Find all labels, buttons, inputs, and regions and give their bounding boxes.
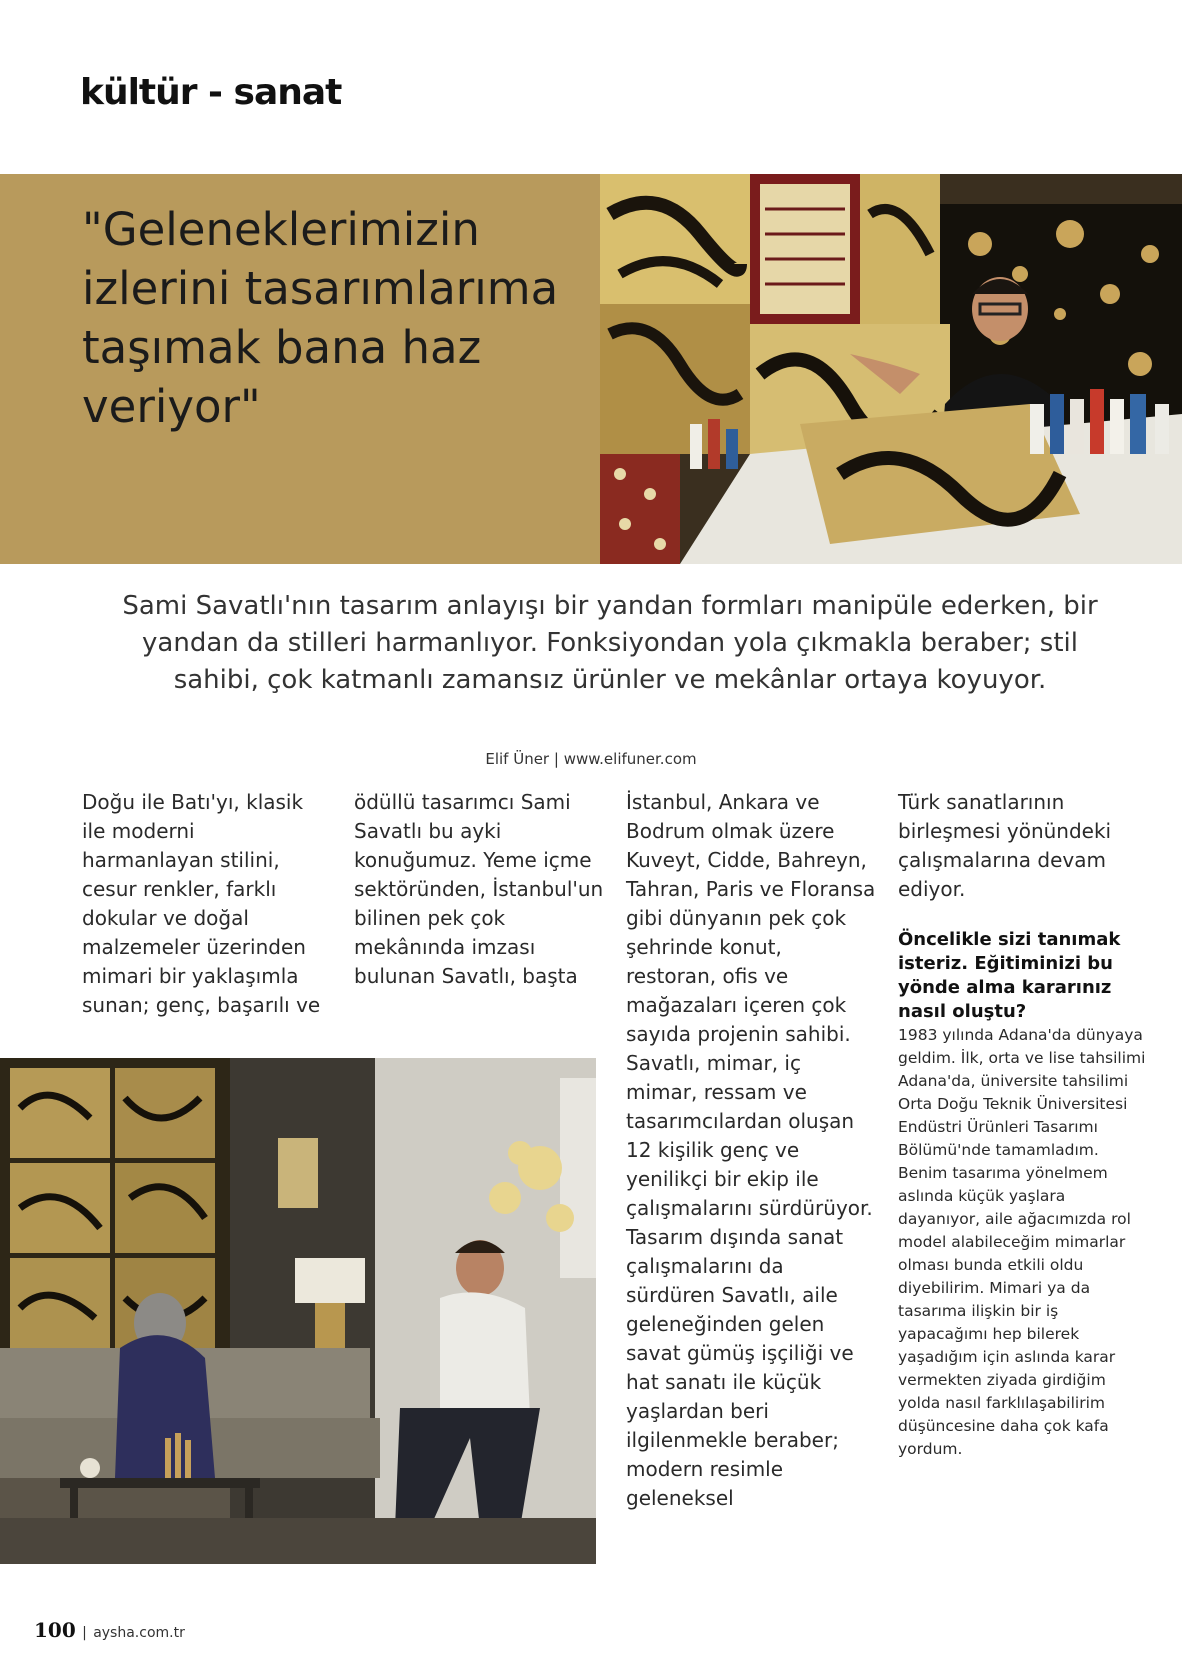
pull-quote: "Geleneklerimizin izlerini tasarımlarıma taşımak bana haz veriyor" — [82, 203, 559, 433]
studio-photo — [600, 174, 1182, 564]
section-label: kültür - sanat — [80, 72, 342, 113]
interview-question: Öncelikle sizi tanımak isteriz. Eğitiminizi bu yönde alma kararınız nasıl oluştu? — [898, 929, 1121, 1022]
author-name: Elif Üner — [485, 750, 550, 768]
column-text: Doğu ile Batı'yı, klasik ile moderni harmanlayan stilini, cesur renkler, farklı dokular ve doğal malzemeler üzerinden mimari bir yaklaşımla sunan; genç, başarılı ve — [82, 790, 321, 1017]
article-column-3 — [626, 788, 876, 1513]
column-text: İstanbul, Ankara ve Bodrum olmak üzere Kuveyt, Cidde, Bahreyn, Tahran, Paris ve Floransa gibi dünyanın pek çok şehrinde konut, restoran, ofis ve mağazaları içeren çok sayıda projenin sahibi. Savatlı, mimar, iç mimar, ressam ve tasarımcılardan oluşan 12 kişilik genç ve yenilikçi bir ekip ile çalışmalarını sürdürüyor. Tasarım dışında sanat çalışmalarını da sürdüren Savatlı, aile geleneğinden gelen savat gümüş işçiliği ve hat sanatı ile küçük yaşlardan beri ilgilenmekle beraber; modern resimle geleneksel — [626, 790, 876, 1510]
interview-photo — [0, 1058, 596, 1564]
article-column-4 — [898, 788, 1148, 1461]
article-column-1 — [82, 788, 330, 1020]
byline — [0, 750, 1182, 768]
author-website: www.elifuner.com — [563, 750, 697, 768]
footer-site: aysha.com.tr — [93, 1625, 185, 1641]
column-text: ödüllü tasarımcı Sami Savatlı bu ayki konuğumuz. Yeme içme sektöründen, İstanbul'un bilinen pek çok mekânında imzası bulunan Savatlı, başta — [354, 790, 604, 988]
footer-separator: | — [82, 1625, 87, 1641]
intro-paragraph: Sami Savatlı'nın tasarım anlayışı bir yandan formları manipüle ederken, bir yandan da stilleri harmanlıyor. Fonksiyondan yola çıkmakla beraber; stil sahibi, çok katmanlı zamansız ürünler ve mekânlar ortaya koyuyor. — [122, 591, 1098, 695]
page-footer — [34, 1618, 185, 1642]
byline-separator: | — [553, 750, 559, 768]
article-column-2 — [354, 788, 604, 991]
interview-answer: 1983 yılında Adana'da dünyaya geldim. İlk, orta ve lise tahsilimi Adana'da, üniversite tahsilimi Orta Doğu Teknik Üniversitesi Endüstri Ürünleri Tasarımı Bölümü'nde tamamladım. Benim tasarıma yönelmem aslında küçük yaşlara dayanıyor, aile ağacımızda rol model alabileceğim mimarlar olması bunda etkili oldu diyebilirim. Mimari ya da tasarıma ilişkin bir iş yapacağımı hep bilerek yaşadığım için aslında karar vermekten ziyada girdiğim yolda nasıl farklılaşabilirim düşüncesine daha çok kafa yordum. — [898, 1026, 1146, 1458]
page-number: 100 — [34, 1618, 76, 1642]
column-text: Türk sanatlarının birleşmesi yönündeki çalışmalarına devam ediyor. — [898, 790, 1112, 901]
